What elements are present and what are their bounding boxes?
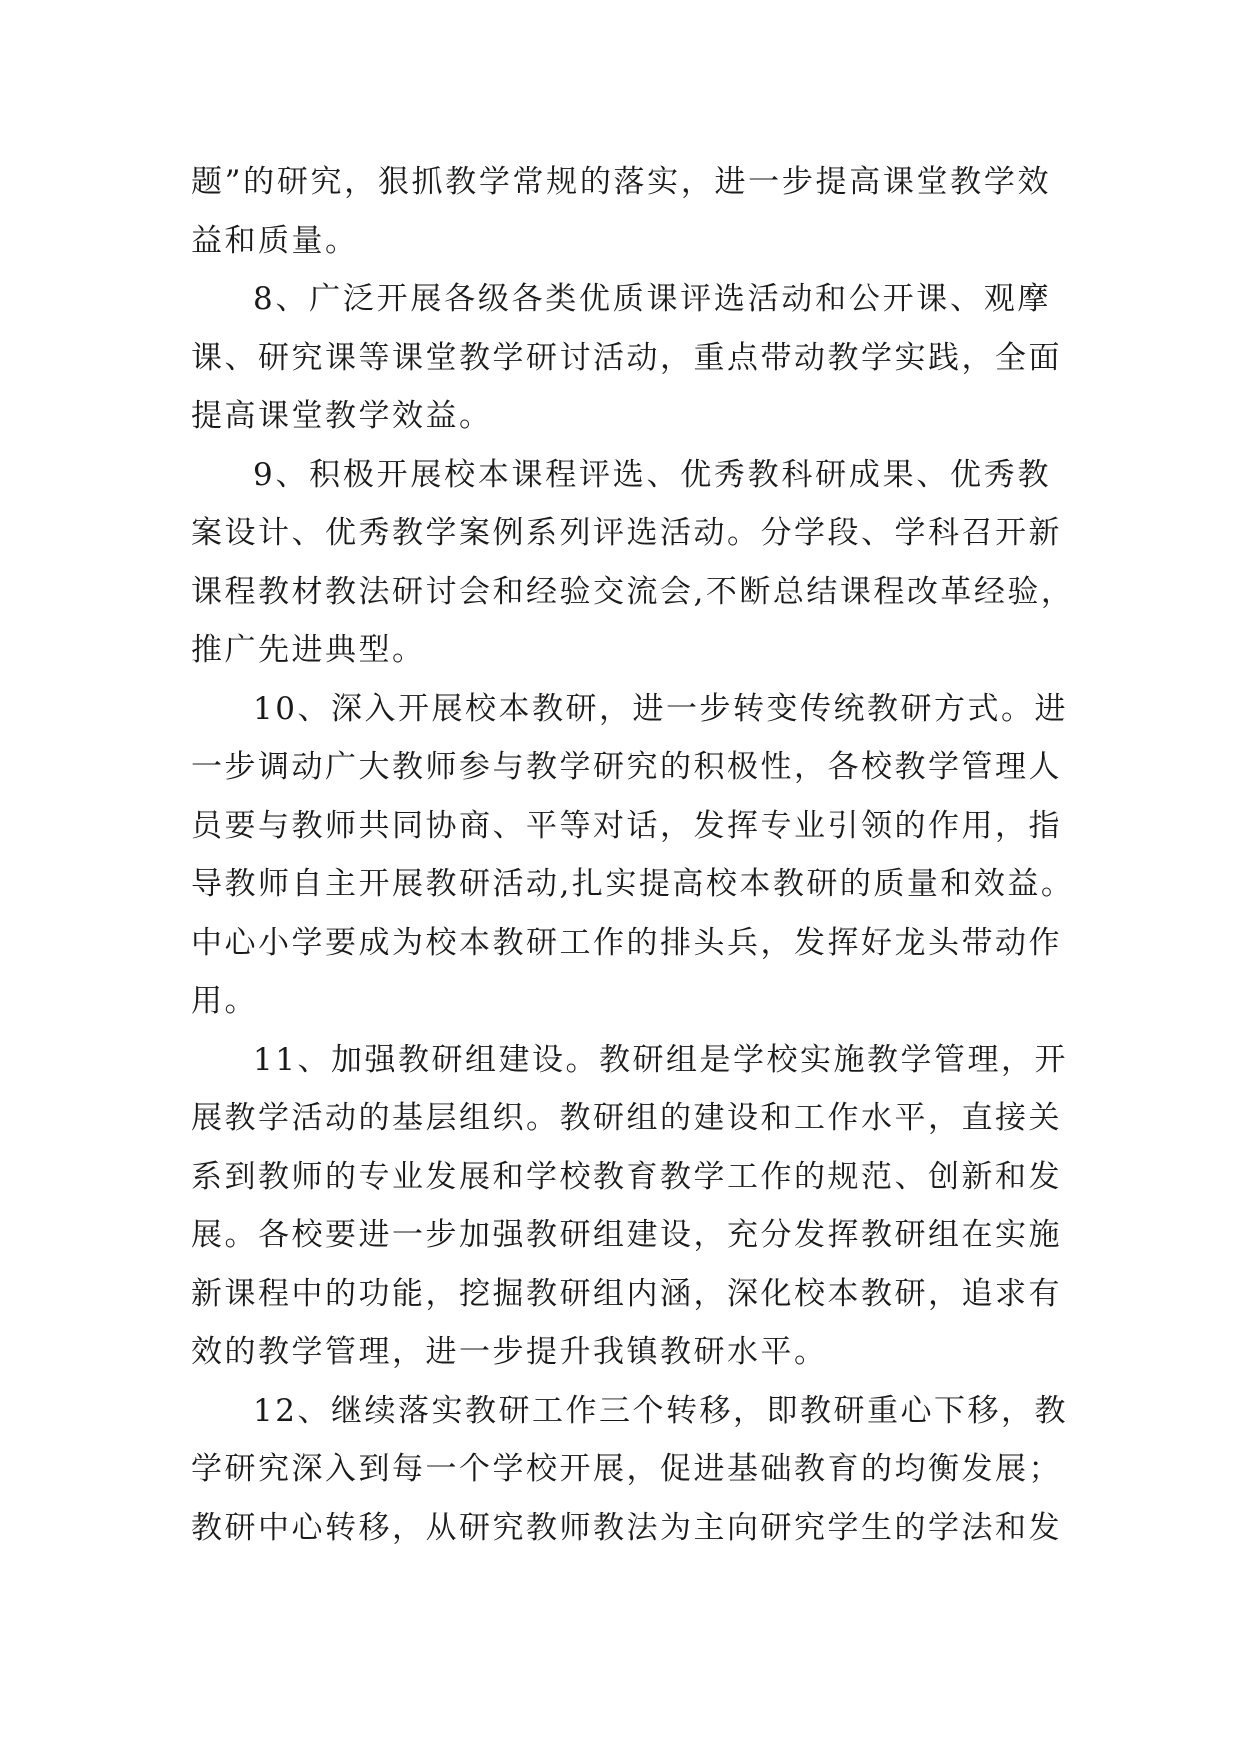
paragraph-9 bbox=[191, 446, 1075, 680]
text-line: 12、继续落实教研工作三个转移，即教研重心下移，教 bbox=[253, 1392, 1068, 1429]
text-line: 益和质量。 bbox=[191, 222, 359, 259]
text-line: 推广先进典型。 bbox=[191, 632, 426, 668]
text-line: 一步调动广大教师参与教学研究的积极性，各校教学管理人 bbox=[191, 749, 1062, 785]
paragraph-12 bbox=[191, 1382, 1068, 1558]
text-line: 导教师自主开展教研活动,扎实提高校本教研的质量和效益。 bbox=[191, 866, 1075, 902]
text-line: 题”的研究，狠抓教学常规的落实，进一步提高课堂教学效 bbox=[191, 164, 1051, 200]
document-body bbox=[191, 153, 1075, 1557]
text-line: 中心小学要成为校本教研工作的排头兵，发挥好龙头带动作 bbox=[191, 924, 1062, 961]
paragraph-11 bbox=[191, 1031, 1068, 1382]
text-line: 学研究深入到每一个学校开展，促进基础教育的均衡发展； bbox=[191, 1451, 1062, 1487]
text-line: 效的教学管理，进一步提升我镇教研水平。 bbox=[191, 1334, 828, 1370]
text-line: 系到教师的专业发展和学校教育教学工作的规范、创新和发 bbox=[191, 1158, 1062, 1195]
text-line: 11、加强教研组建设。教研组是学校实施教学管理，开 bbox=[253, 1041, 1068, 1078]
text-line: 课程教材教法研讨会和经验交流会,不断总结课程改革经验， bbox=[191, 573, 1075, 610]
text-line: 展。各校要进一步加强教研组建设，充分发挥教研组在实施 bbox=[191, 1217, 1062, 1253]
text-line: 案设计、优秀教学案例系列评选活动。分学段、学科召开新 bbox=[191, 515, 1062, 551]
text-line: 展教学活动的基层组织。教研组的建设和工作水平，直接关 bbox=[191, 1100, 1062, 1136]
text-line: 课、研究课等课堂教学研讨活动，重点带动教学实践，全面 bbox=[191, 339, 1062, 376]
text-line: 新课程中的功能，挖掘教研组内涵，深化校本教研，追求有 bbox=[191, 1275, 1062, 1312]
paragraph-7-continuation bbox=[191, 153, 1051, 270]
paragraph-8 bbox=[191, 270, 1062, 446]
text-line: 8、广泛开展各级各类优质课评选活动和公开课、观摩 bbox=[253, 281, 1051, 317]
text-line: 9、积极开展校本课程评选、优秀教科研成果、优秀教 bbox=[253, 456, 1051, 493]
text-line: 用。 bbox=[191, 983, 258, 1019]
text-line: 10、深入开展校本教研，进一步转变传统教研方式。进 bbox=[253, 690, 1068, 727]
text-line: 员要与教师共同协商、平等对话，发挥专业引领的作用，指 bbox=[191, 807, 1062, 844]
text-line: 提高课堂教学效益。 bbox=[191, 398, 493, 434]
paragraph-10 bbox=[191, 680, 1075, 1031]
text-line: 教研中心转移，从研究教师教法为主向研究学生的学法和发 bbox=[191, 1509, 1062, 1546]
